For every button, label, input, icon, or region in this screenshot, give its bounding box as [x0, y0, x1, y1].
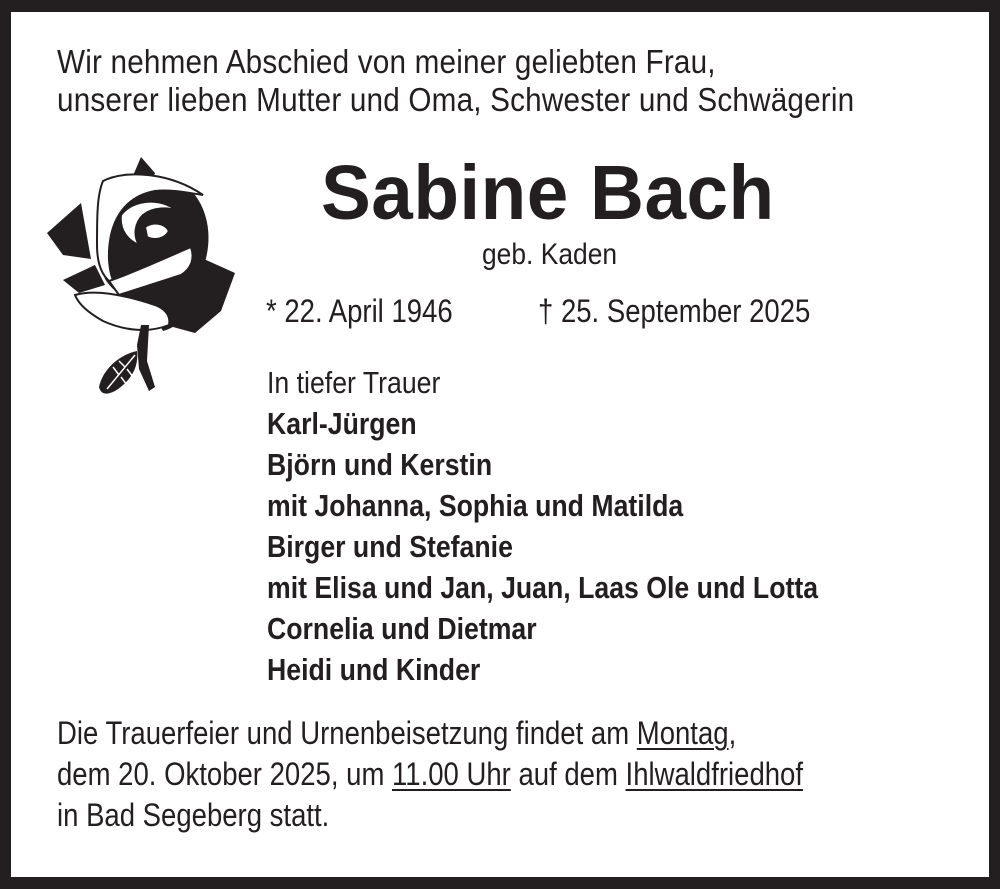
maiden-name: geb. Kaden: [482, 238, 618, 271]
birth-date: [266, 295, 453, 327]
mourner-line: Björn und Kerstin: [267, 447, 493, 482]
death-date: [538, 295, 810, 327]
birth-symbol: *: [266, 293, 277, 329]
ceremony-time: 11.00 Uhr: [392, 756, 511, 792]
ceremony-line-1: [57, 717, 736, 749]
ceremony-weekday: Montag: [636, 715, 729, 751]
mourner-line: Birger und Stefanie: [267, 529, 513, 564]
ceremony-line-3: in Bad Segeberg statt.: [57, 797, 330, 833]
death-date-text: 25. September 2025: [560, 293, 811, 329]
mourner-line: mit Johanna, Sophia und Matilda: [267, 488, 684, 523]
obituary-notice: [11, 12, 989, 877]
ceremony-text: auf dem: [510, 756, 626, 792]
deceased-name: Sabine Bach: [321, 150, 775, 236]
ceremony-line-2: [57, 758, 803, 790]
intro-line-2: unserer lieben Mutter und Oma, Schwester und Schwägerin: [57, 81, 855, 118]
birth-date-text: 22. April 1946: [284, 293, 453, 329]
mourner-line: Heidi und Kinder: [267, 652, 481, 687]
cross-icon: †: [538, 293, 554, 329]
ceremony-text: Die Trauerfeier und Urnenbeisetzung findet am: [57, 715, 637, 751]
intro-line-1: Wir nehmen Abschied von meiner geliebten Frau,: [57, 43, 716, 80]
mourner-line: Cornelia und Dietmar: [267, 611, 537, 646]
rose-icon: [45, 155, 235, 403]
ceremony-cemetery: Ihlwaldfriedhof: [625, 756, 804, 792]
mourner-line: Karl-Jürgen: [267, 406, 417, 441]
mourning-label: In tiefer Trauer: [267, 365, 441, 400]
ceremony-text: dem 20. Oktober 2025, um: [57, 756, 393, 792]
ceremony-text: ,: [728, 715, 737, 751]
mourner-line: mit Elisa und Jan, Juan, Laas Ole und Lotta: [267, 570, 819, 605]
